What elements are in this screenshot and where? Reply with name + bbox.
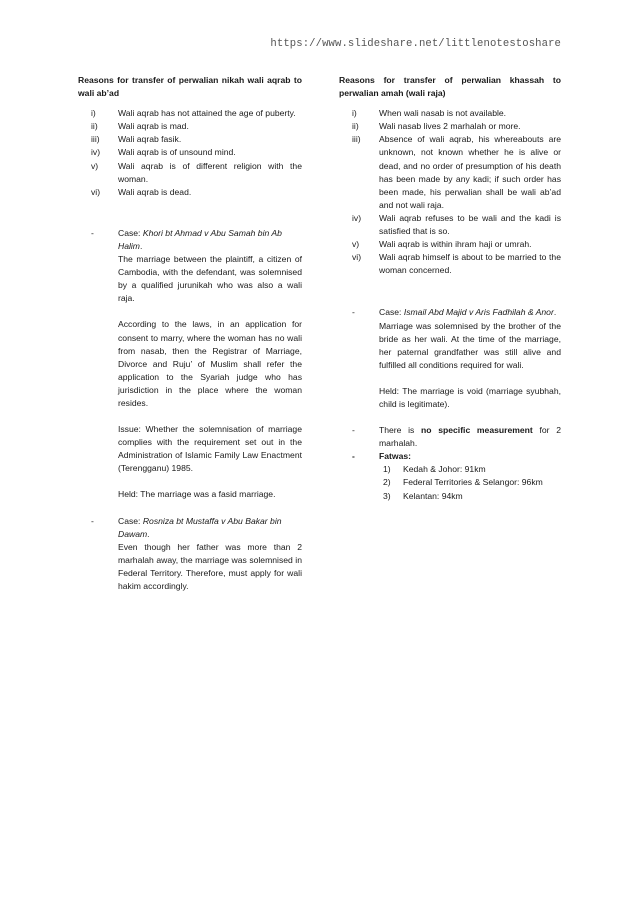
list-item xyxy=(379,476,561,489)
measurement-note xyxy=(339,424,561,450)
list-text: Kelantan: 94km xyxy=(403,490,463,501)
list-item xyxy=(379,463,561,476)
case-title: Case: Rosniza bt Mustaffa v Abu Bakar bin Dawam. xyxy=(118,515,282,539)
case-facts: The marriage between the plaintiff, a citizen of Cambodia, with the defendant, was solemnised by a qualified jurunikah who was also a wali raja. xyxy=(118,254,302,304)
list-item xyxy=(339,107,561,120)
fatwas-label: Fatwas: xyxy=(379,451,411,462)
list-number: iv) xyxy=(91,147,101,158)
note-bullet: - xyxy=(352,425,355,436)
list-number: v) xyxy=(91,160,99,171)
case-khori xyxy=(78,227,302,502)
list-text: Wali aqrab refuses to be wali and the kadi is satisfied that is so. xyxy=(379,212,561,237)
case-bullet: - xyxy=(91,227,94,238)
case-law: According to the laws, in an application for consent to marry, where the woman has no wali from nasab, then the Registrar of Marriage, Divorce and Ruju’ of Muslim shall refer the application to the Syariah judge who has jurisdiction in the place where the woman resides. xyxy=(118,319,302,408)
right-reasons-list xyxy=(339,107,561,277)
list-text: Wali aqrab is within ihram haji or umrah. xyxy=(379,239,532,250)
case-facts: Marriage was solemnised by the brother of the bride as her wali. At the time of the marriage, her paternal grandfather was still alive and fulfilled all conditions required for wali. xyxy=(379,320,561,370)
list-text: Wali aqrab is mad. xyxy=(118,121,189,132)
list-item xyxy=(78,120,302,133)
list-text: Wali aqrab is dead. xyxy=(118,186,192,197)
list-number: 2) xyxy=(383,477,391,488)
list-number: i) xyxy=(352,108,357,119)
case-title: Case: Khori bt Ahmad v Abu Samah bin Ab Halim. xyxy=(118,227,282,251)
list-text: Kedah & Johor: 91km xyxy=(403,464,486,475)
case-bullet: - xyxy=(352,307,355,318)
list-item xyxy=(78,107,302,120)
measurement-text: There is no specific measurement for 2 marhalah. xyxy=(379,425,561,449)
list-item xyxy=(78,146,302,159)
case-facts: Even though her father was more than 2 marhalah away, the marriage was solemnised in Federal Territory. Therefore, must apply for wali hakim accordingly. xyxy=(118,541,302,591)
list-item xyxy=(339,238,561,251)
list-item xyxy=(339,133,561,212)
fatwas-list xyxy=(379,463,561,502)
list-number: vi) xyxy=(352,252,362,263)
list-number: 3) xyxy=(383,490,391,501)
case-rosniza xyxy=(78,515,302,594)
list-item xyxy=(339,212,561,238)
list-number: iv) xyxy=(352,212,362,223)
left-heading: Reasons for transfer of perwalian nikah wali aqrab to wali ab’ad xyxy=(78,75,302,99)
case-issue: Issue: Whether the solemnisation of marriage complies with the requirement set out in the Administration of Islamic Family Law Enactment (Terengganu) 1985. xyxy=(118,424,302,474)
list-text: Federal Territories & Selangor: 96km xyxy=(403,477,543,488)
list-item xyxy=(379,490,561,503)
list-number: i) xyxy=(91,108,96,119)
list-number: ii) xyxy=(352,121,359,132)
case-bullet: - xyxy=(91,515,94,526)
list-text: Wali aqrab himself is about to be married to the woman concerned. xyxy=(379,252,561,276)
case-ismail xyxy=(339,306,561,411)
case-held: Held: The marriage was a fasid marriage. xyxy=(118,489,276,500)
list-number: ii) xyxy=(91,121,98,132)
list-item xyxy=(339,251,561,277)
source-url[interactable]: https://www.slideshare.net/littlenotestoshare xyxy=(270,38,561,50)
list-number: 1) xyxy=(383,464,391,475)
fatwas-section xyxy=(339,450,561,502)
right-column xyxy=(339,74,561,503)
list-text: Wali aqrab is of unsound mind. xyxy=(118,147,236,158)
list-item xyxy=(339,120,561,133)
list-item xyxy=(78,186,302,199)
fatwas-bullet: - xyxy=(352,451,355,462)
list-text: Wali aqrab is of different religion with the woman. xyxy=(118,160,302,184)
right-heading: Reasons for transfer of perwalian khassah to perwalian amah (wali raja) xyxy=(339,75,561,99)
list-item xyxy=(78,133,302,146)
list-item xyxy=(78,160,302,186)
case-title: Case: Ismail Abd Majid v Aris Fadhilah & Anor. xyxy=(379,307,557,318)
case-held: Held: The marriage is void (marriage syubhah, child is legitimate). xyxy=(379,385,561,409)
list-number: v) xyxy=(352,239,360,250)
list-text: Wali aqrab fasik. xyxy=(118,134,182,145)
list-text: Wali nasab lives 2 marhalah or more. xyxy=(379,121,521,132)
left-reasons-list xyxy=(78,107,302,199)
list-number: vi) xyxy=(91,186,101,197)
list-text: Absence of wali aqrab, his whereabouts are unknown, not known whether he is alive or dead, and no order of presumption of his death has been made by any kadi; if such order has been made, his perwalian shall be wali ab’ad and not wali raja. xyxy=(379,134,561,210)
list-text: When wali nasab is not available. xyxy=(379,108,507,119)
list-number: iii) xyxy=(91,134,100,145)
list-text: Wali aqrab has not attained the age of puberty. xyxy=(118,108,296,119)
list-number: iii) xyxy=(352,134,361,145)
left-column xyxy=(78,74,302,593)
